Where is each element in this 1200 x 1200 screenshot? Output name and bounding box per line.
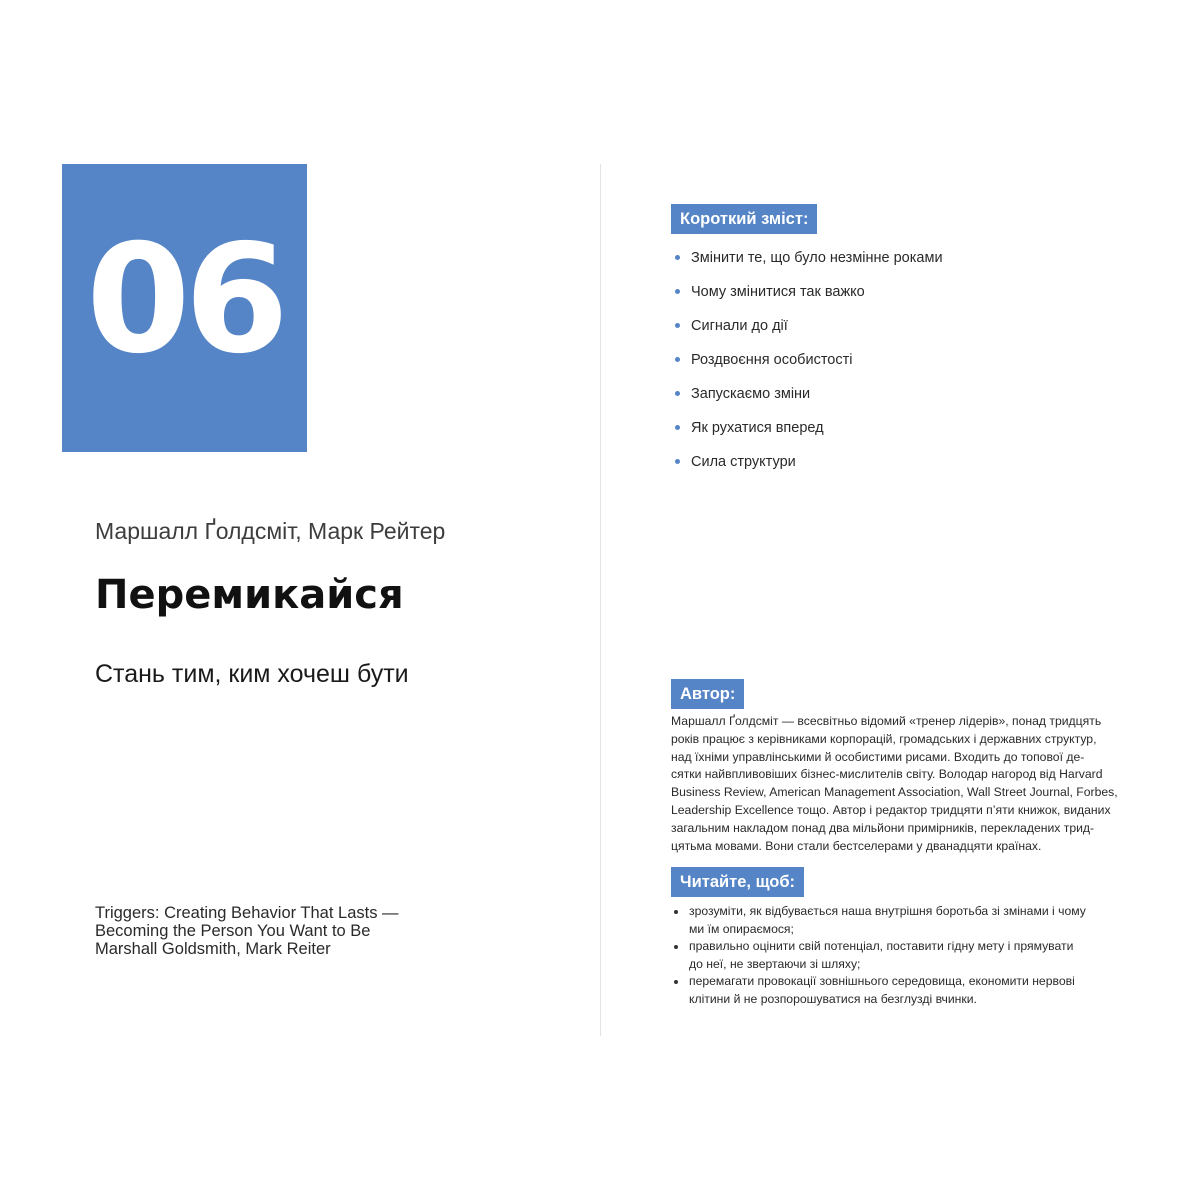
read-to-item-line: перемагати провокації зовнішнього середовища, економити нервові	[689, 974, 1075, 988]
read-to-item	[671, 938, 1086, 973]
right-page	[601, 0, 1200, 1200]
read-to-item-line: клітини й не розпорошуватися на безглузді вчинки.	[689, 991, 977, 1006]
author-bio-line: Leadership Excellence тощо. Автор і редактор тридцяти п’яти книжок, виданих	[671, 802, 1111, 817]
summary-item-label: Як рухатися вперед	[691, 420, 824, 436]
author-heading: Автор:	[671, 679, 744, 709]
bullet-icon	[675, 255, 680, 260]
summary-item	[671, 384, 943, 418]
summary-item	[671, 282, 943, 316]
author-bio-line: Business Review, American Management Association, Wall Street Journal, Forbes,	[671, 785, 1118, 800]
summary-item-label: Сила структури	[691, 454, 796, 470]
summary-item	[671, 350, 943, 384]
bullet-icon	[674, 980, 678, 984]
summary-item-label: Чому змінитися так важко	[691, 284, 865, 300]
bullet-icon	[675, 289, 680, 294]
read-to-item-line: правильно оцінити свій потенціал, поставити гідну мету і прямувати	[689, 939, 1074, 953]
read-to-item-line: зрозуміти, як відбувається наша внутрішня боротьба зі змінами і чому	[689, 904, 1086, 918]
summary-item-label: Сигнали до дії	[691, 318, 788, 334]
author-bio-line: над їхніми управлінськими й особистими рисами. Входить до топової де-	[671, 749, 1085, 764]
summary-item-label: Запускаємо зміни	[691, 386, 811, 402]
read-to-item	[671, 903, 1086, 938]
summary-item	[671, 418, 943, 452]
bullet-icon	[675, 391, 680, 396]
summary-list	[671, 248, 943, 486]
original-title-line: Triggers: Creating Behavior That Lasts —	[95, 904, 399, 922]
read-to-heading: Читайте, щоб:	[671, 867, 804, 897]
read-to-list	[671, 903, 1086, 1008]
original-edition-info	[95, 904, 399, 958]
bullet-icon	[675, 357, 680, 362]
original-title-line: Becoming the Person You Want to Be	[95, 922, 371, 940]
author-bio-line: сятки найвпливовіших бізнес-мислителів світу. Володар нагород від Harvard	[671, 767, 1103, 782]
author-bio-line: Маршалл Ґолдсміт — всесвітньо відомий «тренер лідерів», понад тридцять	[671, 714, 1102, 728]
bullet-icon	[675, 425, 680, 430]
read-to-item	[671, 973, 1086, 1008]
author-bio-line: років працює з керівниками корпорацій, громадських і державних структур,	[671, 731, 1097, 746]
read-to-item-line: до неї, не звертаючи зі шляху;	[689, 956, 861, 971]
original-authors-line: Marshall Goldsmith, Mark Reiter	[95, 940, 331, 958]
summary-item	[671, 248, 943, 282]
bullet-icon	[674, 910, 678, 914]
summary-item-label: Змінити те, що було незмінне роками	[691, 250, 943, 266]
read-to-item-line: ми їм опираємося;	[689, 921, 794, 936]
author-bio-line: цятьма мовами. Вони стали бестселерами у дванадцяти країнах.	[671, 838, 1042, 853]
chapter-number: 06	[86, 213, 283, 387]
bullet-icon	[675, 323, 680, 328]
summary-item	[671, 316, 943, 350]
bullet-icon	[675, 459, 680, 464]
summary-heading: Короткий зміст:	[671, 204, 817, 234]
book-title: Перемикайся	[95, 572, 404, 618]
author-bio-line: загальним накладом понад два мільйони примірників, перекладених трид-	[671, 820, 1095, 835]
author-bio	[671, 713, 1136, 855]
book-subtitle: Стань тим, ким хочеш бути	[95, 660, 409, 688]
chapter-number-block	[62, 164, 307, 452]
summary-item	[671, 452, 943, 486]
book-authors: Маршалл Ґолдсміт, Марк Рейтер	[95, 518, 446, 544]
summary-item-label: Роздвоєння особистості	[691, 352, 853, 368]
bullet-icon	[674, 945, 678, 949]
